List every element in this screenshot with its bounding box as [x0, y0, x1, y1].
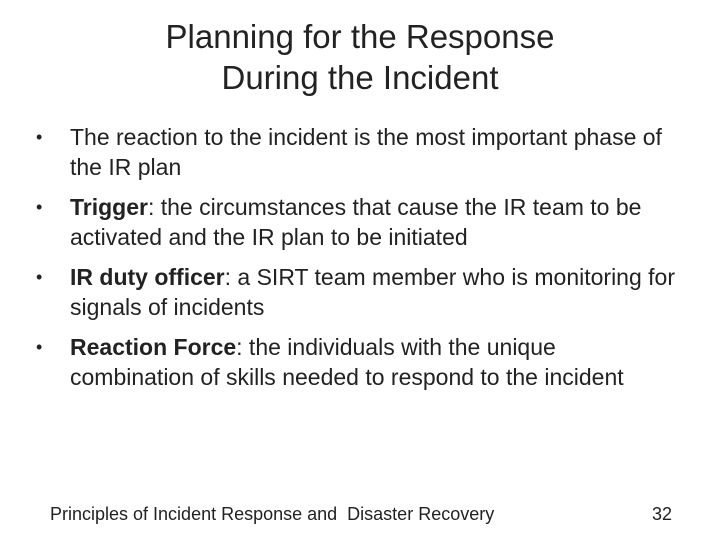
title-line-1: Planning for the Response: [165, 18, 555, 55]
bullet-icon: •: [36, 127, 43, 147]
bullet-item: [36, 262, 676, 322]
page-number: 32: [651, 504, 672, 524]
bullet-text: The reaction to the incident is the most important phase of the IR plan: [70, 124, 662, 180]
slide-title: [60, 16, 660, 98]
bullet-icon: •: [36, 267, 43, 287]
bullet-icon: •: [36, 337, 43, 357]
bullet-item: [36, 122, 676, 182]
footer-text: Principles of Incident Response and Disaster Recovery: [50, 504, 495, 524]
bullet-term: Trigger: [70, 194, 148, 220]
bullet-text: : the circumstances that cause the IR team to be activated and the IR plan to be initiated: [70, 194, 642, 250]
bullet-text: : a SIRT team member who is monitoring for signals of incidents: [70, 264, 676, 320]
bullet-list: [36, 122, 676, 402]
bullet-term: Reaction Force: [70, 334, 237, 360]
title-line-2: During the Incident: [221, 59, 499, 96]
bullet-icon: •: [36, 197, 43, 217]
bullet-term: IR duty officer: [70, 264, 225, 290]
bullet-item: [36, 192, 676, 252]
bullet-text: : the individuals with the unique combination of skills needed to respond to the incident: [70, 334, 624, 390]
bullet-item: [36, 332, 676, 392]
